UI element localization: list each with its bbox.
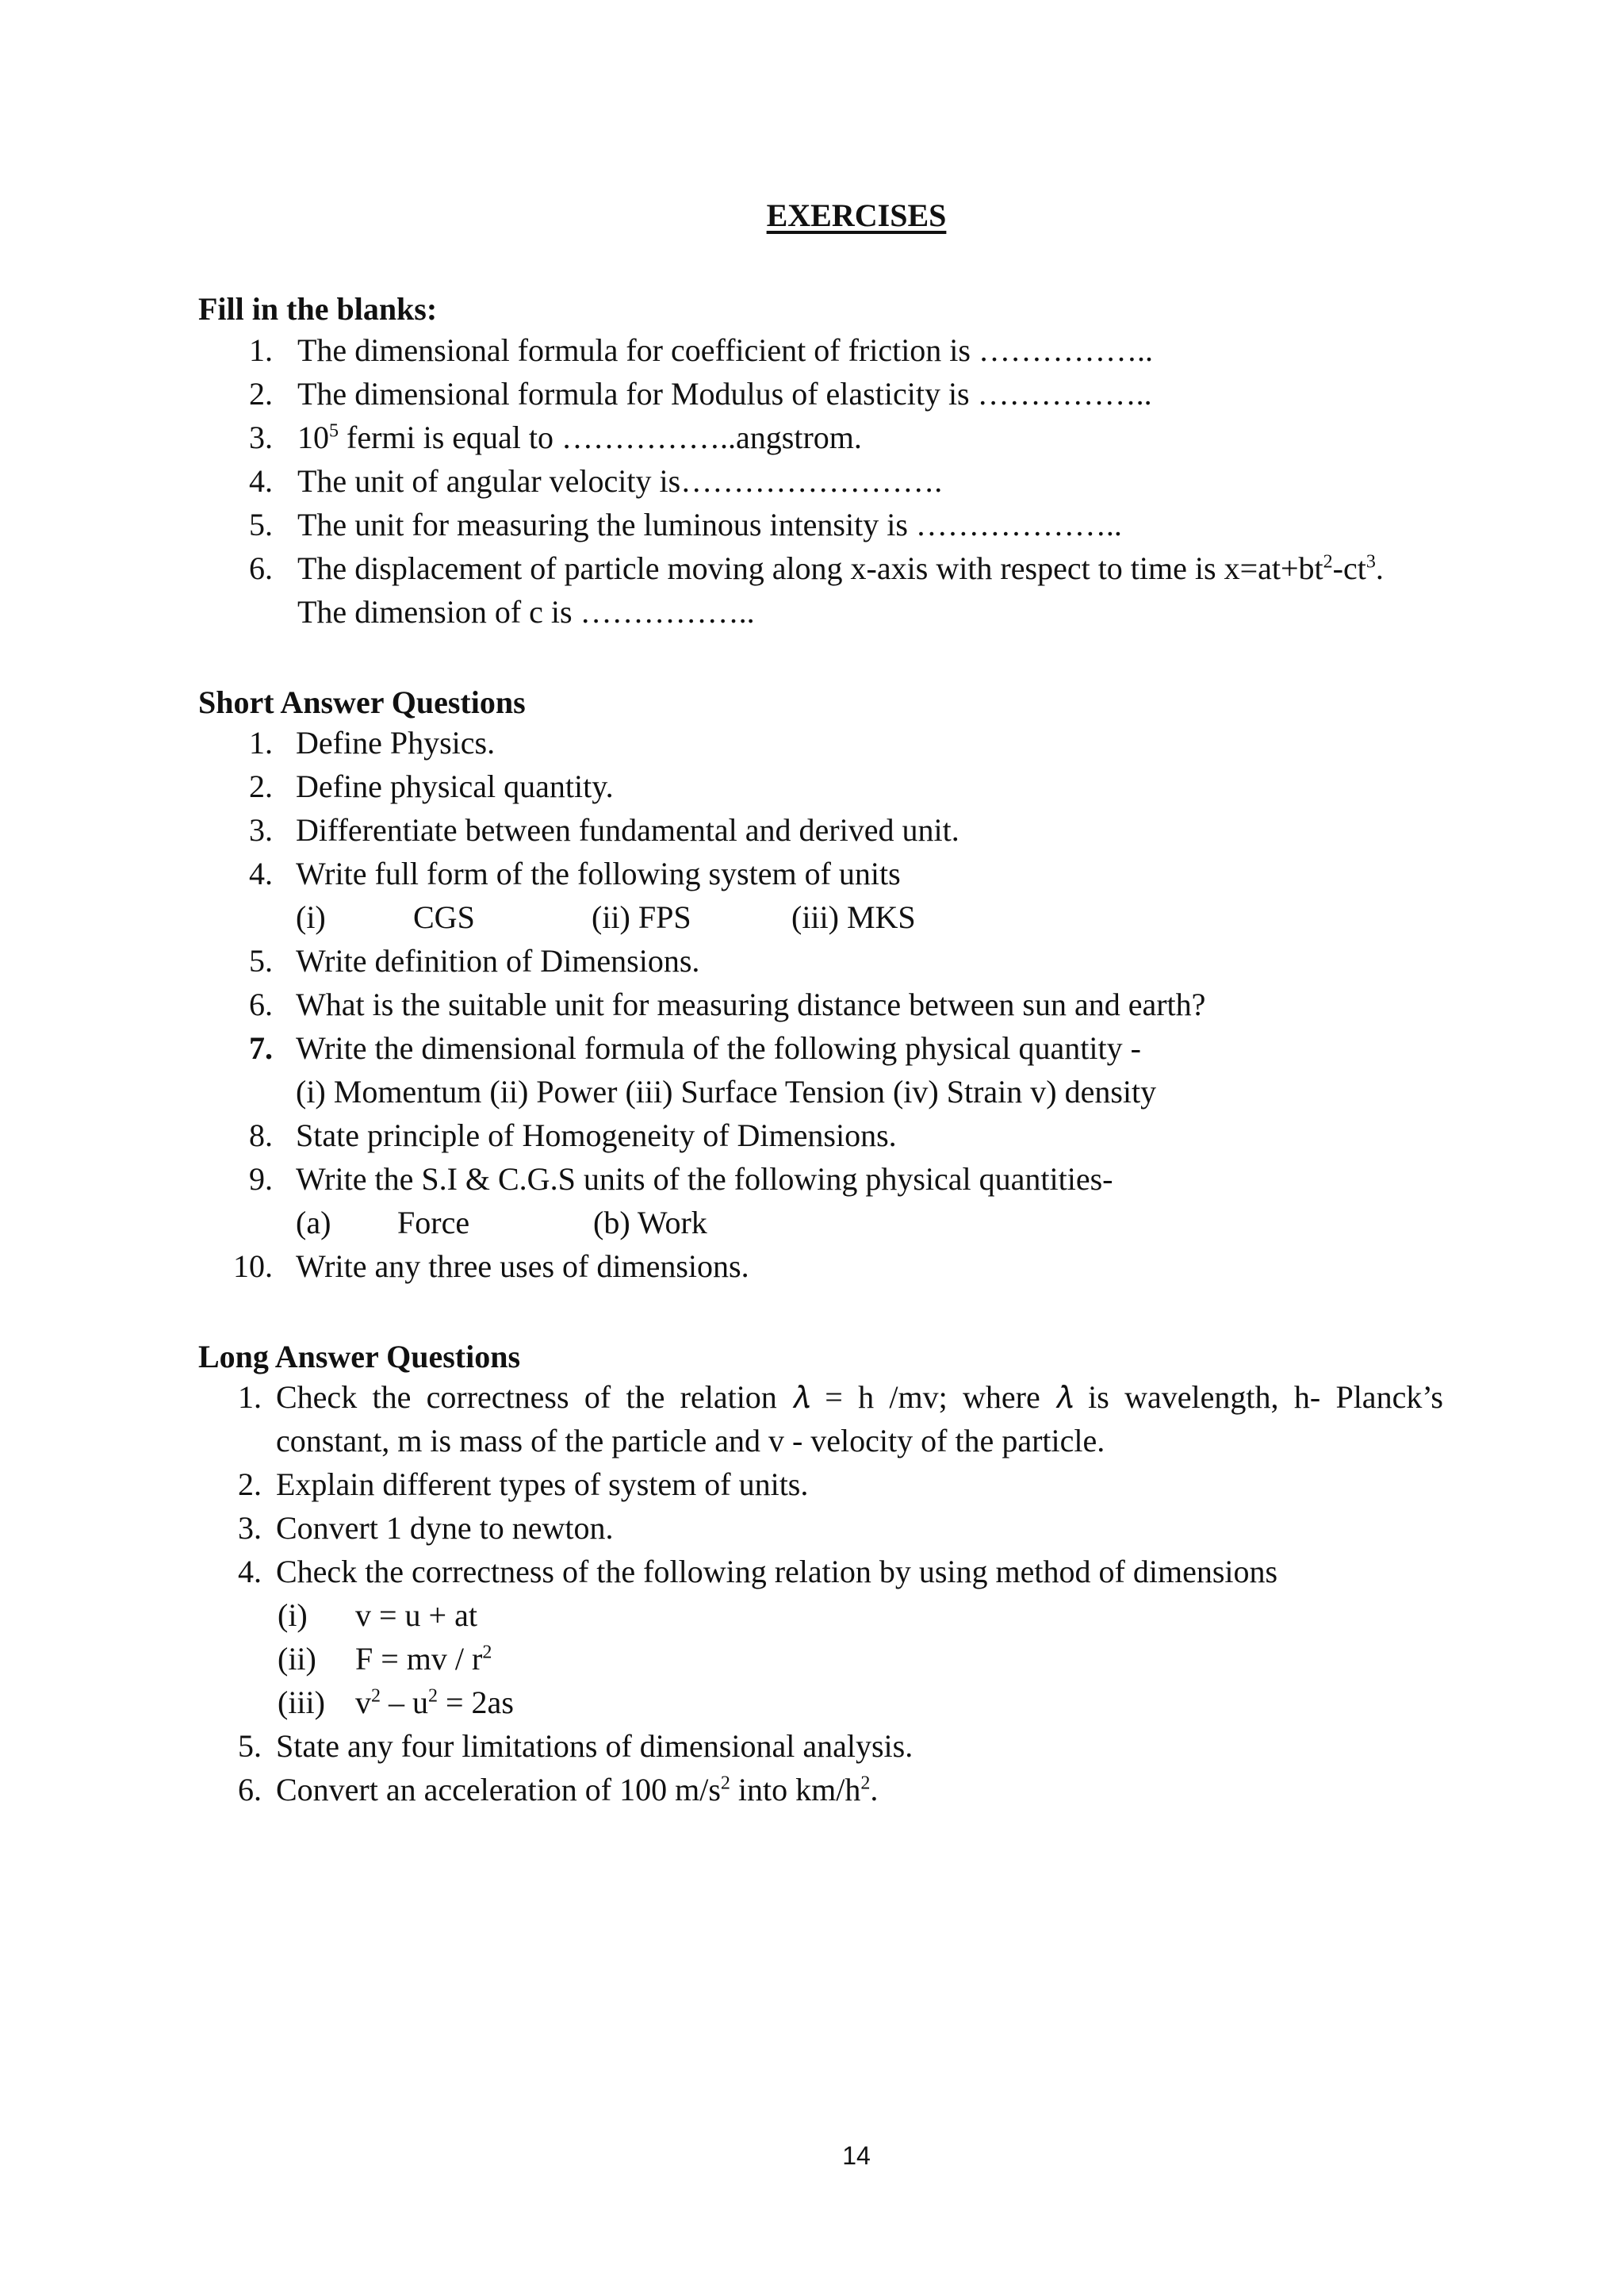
sub-option-label: (i) [296, 899, 326, 935]
sub-option-label: (a) [296, 1205, 331, 1240]
long-item-number: 2. [238, 1466, 262, 1502]
short-item-text: Write the dimensional formula of the following physical quantity - [296, 1030, 1141, 1066]
short-item-number: 9. [249, 1161, 273, 1197]
short-item-text: Define physical quantity. [296, 769, 614, 804]
fill-item-text: The unit for measuring the luminous intensity is ……………….. [297, 507, 1122, 542]
long-item-text: Explain different types of system of units. [276, 1466, 809, 1502]
long-item-number: 1. [238, 1379, 262, 1415]
short-item-text: Write definition of Dimensions. [296, 943, 700, 979]
short-item-number: 4. [249, 856, 273, 891]
long-answer-heading: Long Answer Questions [198, 1339, 521, 1374]
fill-item-text: The displacement of particle moving along x-axis with respect to time is $x=at+bt^2-ct^3$. [297, 550, 1384, 586]
fill-item-number: 3. [249, 420, 273, 455]
long-item-text: State any four limitations of dimensional analysis. [276, 1728, 914, 1764]
short-item-number: 1. [249, 725, 273, 761]
long-item-text-continuation: constant, m is mass of the particle and v - velocity of the particle. [276, 1423, 1105, 1458]
short-item-text: Write the S.I & C.G.S units of the following physical quantities- [296, 1161, 1113, 1197]
fill-item-text: The unit of angular velocity is……………………. [297, 463, 943, 499]
sub-relation-label: (ii) [278, 1641, 316, 1677]
short-item-text: What is the suitable unit for measuring distance between sun and earth? [296, 987, 1206, 1022]
short-item-number: 10. [233, 1248, 273, 1284]
short-item-text: Define Physics. [296, 725, 496, 761]
long-item-text: Check the correctness of the relation 𝜆 = h /mv; where 𝜆 is wavelength, h- Planck’s [276, 1379, 1443, 1415]
sub-relation-text: F = mv / $r^2$ [355, 1641, 492, 1677]
sub-relation-label: (iii) [278, 1685, 325, 1720]
short-item-text: Write any three uses of dimensions. [296, 1248, 749, 1284]
short-item-number: 3. [249, 812, 273, 848]
fill-item-number: 2. [249, 376, 273, 412]
sub-relation-text: v = u + at [355, 1597, 477, 1633]
short-item-number: 2. [249, 769, 273, 804]
short-item-text: State principle of Homogeneity of Dimensions. [296, 1117, 897, 1153]
fill-item-number: 1. [249, 332, 273, 368]
page-title: EXERCISES [766, 197, 947, 233]
sub-option-text: CGS [413, 899, 475, 935]
long-item-number: 4. [238, 1554, 262, 1589]
fill-item-number: 5. [249, 507, 273, 542]
sub-option-text: (i) Momentum (ii) Power (iii) Surface Tension (iv) Strain v) density [296, 1074, 1157, 1110]
short-item-number: 7. [249, 1030, 273, 1066]
fill-item-text: $10^5$ fermi is equal to ……………..angstrom. [297, 420, 862, 455]
fill-item-number: 6. [249, 550, 273, 586]
short-item-text: Differentiate between fundamental and derived unit. [296, 812, 959, 848]
long-item-text: Check the correctness of the following relation by using method of dimensions [276, 1554, 1278, 1589]
short-item-text: Write full form of the following system of units [296, 856, 901, 891]
fill-blanks-heading: Fill in the blanks: [198, 291, 438, 327]
short-answer-heading: Short Answer Questions [198, 684, 526, 720]
long-item-number: 3. [238, 1510, 262, 1546]
sub-relation-text: $v^2 - u^2 = 2as$ [355, 1685, 514, 1720]
short-item-number: 8. [249, 1117, 273, 1153]
page-number: 14 [842, 2141, 871, 2170]
long-item-number: 6. [238, 1772, 262, 1807]
sub-option-text: (iii) MKS [791, 899, 916, 935]
long-item-number: 5. [238, 1728, 262, 1764]
sub-relation-label: (i) [278, 1597, 308, 1633]
short-item-number: 5. [249, 943, 273, 979]
long-item-text: Convert an acceleration of 100 $m/s^2$ into $km/h^2$. [276, 1772, 879, 1807]
sub-option-text: (ii) FPS [592, 899, 691, 935]
fill-item-number: 4. [249, 463, 273, 499]
sub-option-text: (b) Work [593, 1205, 707, 1240]
fill-item-text: The dimensional formula for coefficient of friction is …………….. [297, 332, 1153, 368]
short-item-number: 6. [249, 987, 273, 1022]
fill-item-text-continuation: The dimension of c is …………….. [297, 594, 755, 630]
long-item-text: Convert 1 dyne to newton. [276, 1510, 614, 1546]
sub-option-text: Force [397, 1205, 470, 1240]
fill-item-text: The dimensional formula for Modulus of elasticity is …………….. [297, 376, 1152, 412]
